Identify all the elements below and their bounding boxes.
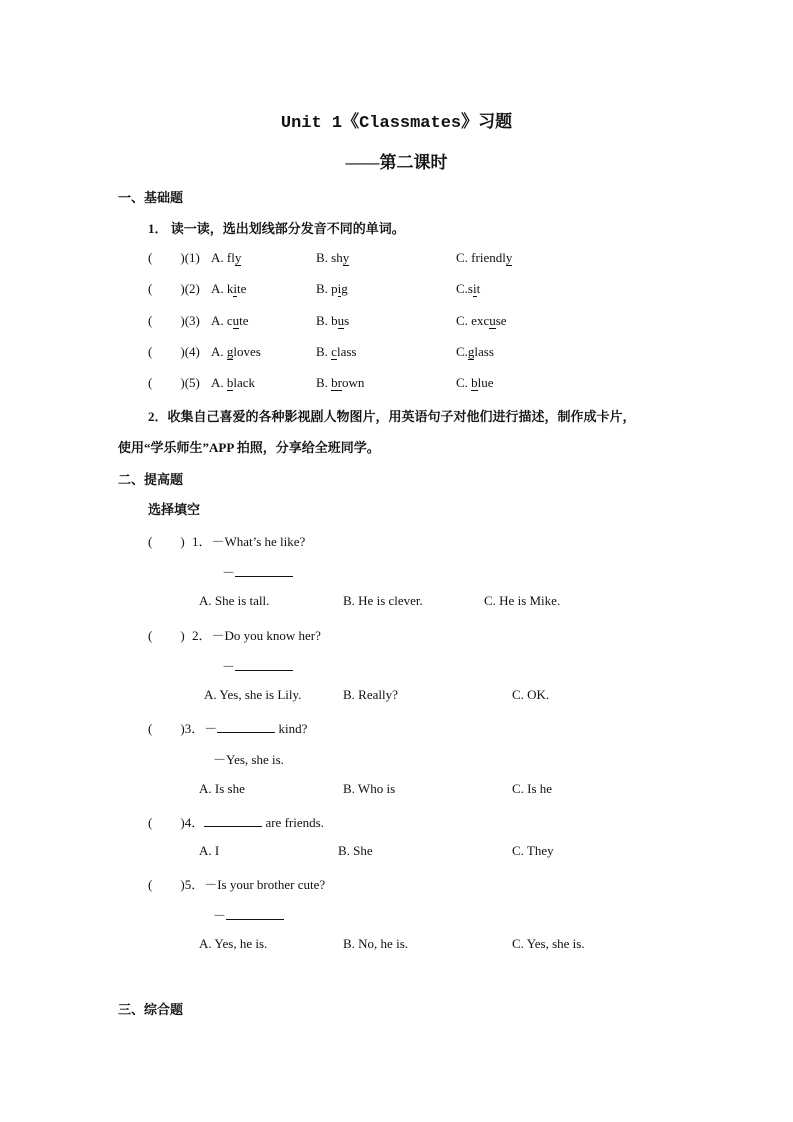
q2-line1: 2．收集自己喜爱的各种影视剧人物图片，用英语句子对他们进行描述，制作成卡片， <box>148 409 636 424</box>
option-text: B. p <box>316 281 338 296</box>
underlined-letters: g <box>226 344 234 359</box>
option-text: C. <box>456 375 472 390</box>
underlined-letters: i <box>472 281 477 296</box>
paren-close: ) <box>180 815 185 830</box>
option-c: C. They <box>512 843 554 858</box>
section2-heading: 二、提高题 <box>118 472 184 487</box>
answer-line-5: － <box>213 905 284 924</box>
option-a: A. She is tall. <box>199 593 270 608</box>
option-text: A. k <box>211 281 234 296</box>
option-text: g <box>341 281 348 296</box>
option-c <box>456 281 480 297</box>
underlined-letters: u <box>337 313 345 328</box>
option-text: B. <box>316 344 332 359</box>
underlined-letters: b <box>226 375 234 390</box>
option-b: B. She <box>338 843 373 858</box>
option-text: C. friendl <box>456 250 506 265</box>
phonics-row <box>148 250 200 266</box>
option-c <box>456 344 494 360</box>
paren-close: ) <box>180 375 185 390</box>
underlined-letters: i <box>337 281 342 296</box>
underlined-letters: i <box>233 281 238 296</box>
mc-question-5 <box>148 874 325 893</box>
blank <box>235 659 293 671</box>
underlined-letters: u <box>232 313 240 328</box>
option-a <box>211 344 261 360</box>
option-b: B. Who is <box>343 781 396 796</box>
underlined-letters: b <box>471 375 478 390</box>
question-text-pre: 3．－ <box>184 721 218 736</box>
paren-open: ( <box>148 375 153 390</box>
paren-close: ) <box>180 534 185 549</box>
mc-question-1 <box>148 531 305 550</box>
option-b <box>316 375 364 391</box>
blank <box>235 565 293 577</box>
option-b: B. Really? <box>343 687 398 702</box>
paren-close: ) <box>180 628 185 643</box>
option-text: B. <box>316 375 332 390</box>
option-text: lue <box>477 375 494 390</box>
page-subtitle: ——第二课时 <box>345 153 448 172</box>
question-text-post: are friends. <box>262 815 324 830</box>
item-number: (1) <box>184 250 200 265</box>
option-text: C.s <box>456 281 473 296</box>
phonics-row <box>148 281 200 297</box>
paren-open: ( <box>148 344 153 359</box>
option-text: te <box>237 281 247 296</box>
item-number: (5) <box>184 375 200 390</box>
option-text: own <box>342 375 365 390</box>
paren-open: ( <box>148 281 153 296</box>
section3-heading: 三、综合题 <box>118 1002 184 1017</box>
underlined-letters: c <box>331 344 337 359</box>
option-a: A. Yes, he is. <box>199 936 268 951</box>
option-text: loves <box>233 344 261 359</box>
option-text: lass <box>474 344 494 359</box>
section2-subheading: 选择填空 <box>148 502 201 517</box>
option-a: A. Is she <box>199 781 245 796</box>
paren-open: ( <box>148 250 153 265</box>
option-a <box>211 250 241 266</box>
option-text: lack <box>233 375 256 390</box>
blank <box>204 815 262 827</box>
paren-close: ) <box>180 344 185 359</box>
page-title: Unit 1《Classmates》习题 <box>280 114 513 133</box>
answer-line-2: － <box>222 656 293 675</box>
underlined-letters: y <box>234 250 242 265</box>
phonics-row <box>148 313 200 329</box>
option-b <box>316 250 349 266</box>
option-b <box>316 313 349 329</box>
option-c: C. Yes, she is. <box>512 936 585 951</box>
mc-question-4 <box>148 812 324 831</box>
item-number: (2) <box>184 281 200 296</box>
option-text: C. <box>456 344 468 359</box>
option-b: B. He is clever. <box>343 593 423 608</box>
option-b <box>316 281 348 297</box>
option-c <box>456 313 507 329</box>
option-text: t <box>476 281 481 296</box>
paren-open: ( <box>148 721 153 736</box>
mc-question-3 <box>148 718 307 737</box>
question-text-pre: 4． <box>184 815 205 830</box>
underlined-letters: g <box>467 344 475 359</box>
option-text: te <box>239 313 249 328</box>
item-number: (4) <box>184 344 200 359</box>
underlined-letters: y <box>505 250 513 265</box>
blank <box>217 721 275 733</box>
option-c <box>456 250 512 266</box>
option-text: s <box>344 313 350 328</box>
option-b <box>316 344 356 360</box>
question-text: 2．－Do you know her? <box>191 628 321 643</box>
option-text: C. exc <box>456 313 490 328</box>
paren-open: ( <box>148 628 153 643</box>
option-text: se <box>495 313 507 328</box>
option-text: lass <box>336 344 357 359</box>
phonics-row <box>148 344 200 360</box>
option-a <box>211 281 246 297</box>
option-c <box>456 375 494 391</box>
mc-question-2 <box>148 625 321 644</box>
underlined-letters: br <box>331 375 343 390</box>
option-b: B. No, he is. <box>343 936 408 951</box>
option-text: B. sh <box>316 250 343 265</box>
paren-open: ( <box>148 815 153 830</box>
option-text: A. fl <box>211 250 235 265</box>
option-text: A. <box>211 375 227 390</box>
question-text: 5．－Is your brother cute? <box>184 877 326 892</box>
option-a: A. Yes, she is Lily. <box>204 687 302 702</box>
underlined-letters: y <box>342 250 350 265</box>
option-a <box>211 313 249 329</box>
paren-close: ) <box>180 313 185 328</box>
option-text: B. b <box>316 313 338 328</box>
paren-close: ) <box>180 250 185 265</box>
section1-heading: 一、基础题 <box>118 190 184 205</box>
paren-open: ( <box>148 534 153 549</box>
option-c: C. Is he <box>512 781 553 796</box>
option-text: A. c <box>211 313 233 328</box>
underlined-letters: u <box>489 313 496 328</box>
blank <box>226 908 284 920</box>
answer-line-3: －Yes, she is. <box>213 752 284 767</box>
paren-close: ) <box>180 721 185 736</box>
answer-line-1: － <box>222 562 293 581</box>
question-text-post: kind? <box>275 721 308 736</box>
option-c: C. OK. <box>512 687 550 702</box>
option-c: C. He is Mike. <box>484 593 561 608</box>
option-a: A. I <box>199 843 220 858</box>
question-text: 1．－What’s he like? <box>191 534 306 549</box>
paren-open: ( <box>148 877 153 892</box>
option-text: A. <box>211 344 227 359</box>
phonics-row <box>148 375 200 391</box>
paren-open: ( <box>148 313 153 328</box>
paren-close: ) <box>180 281 185 296</box>
q1-title: 1． 读一读，选出划线部分发音不同的单词。 <box>148 221 405 236</box>
paren-close: ) <box>180 877 185 892</box>
item-number: (3) <box>184 313 200 328</box>
q2-line2: 使用“学乐师生”APP 拍照，分享给全班同学。 <box>118 440 380 455</box>
option-a <box>211 375 255 391</box>
